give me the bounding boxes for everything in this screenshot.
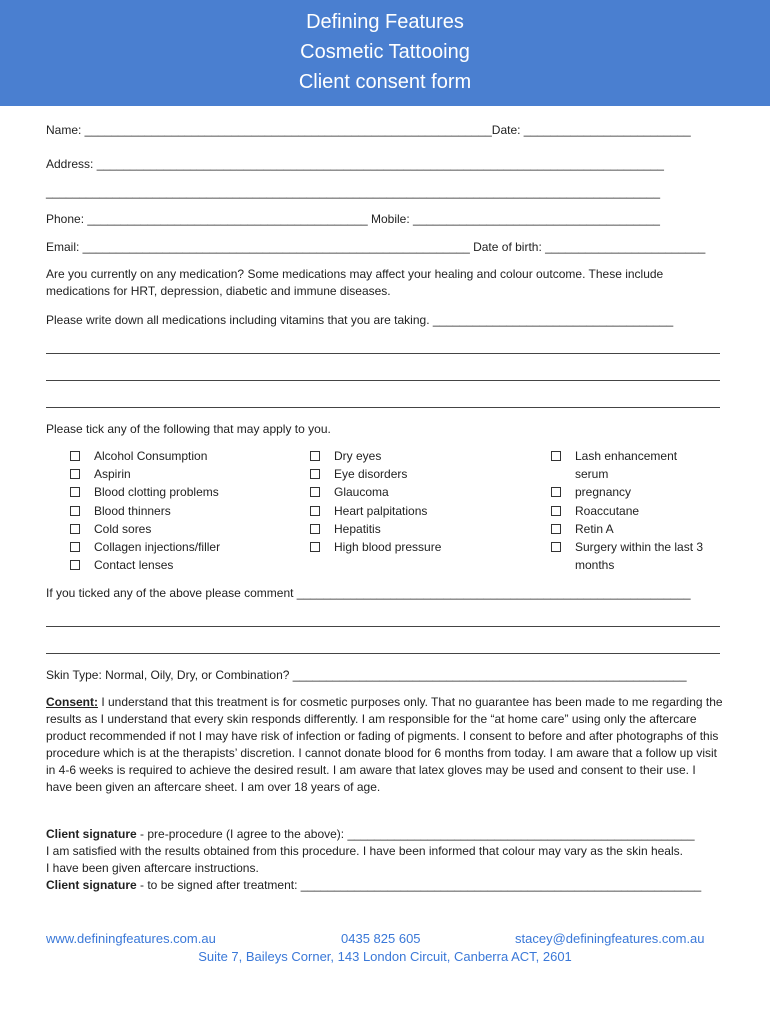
checkbox-item[interactable]: Glaucoma [286,483,526,501]
checkbox-item[interactable]: Eye disorders [286,465,526,483]
medication-question: Are you currently on any medication? Some medications may affect your healing and colour outcome. These include medications for HRT, depression, diabetic and immune diseases. [46,267,664,298]
address-field-line-2[interactable]: ____________________________________________________________________________________________ [46,185,660,199]
medications-blank-line[interactable] [46,407,720,408]
checkbox-item[interactable]: Aspirin [46,465,286,483]
checkbox-item[interactable]: High blood pressure [286,538,526,556]
checkbox[interactable] [551,542,561,552]
post-treatment-signature[interactable]: Client signature - to be signed after treatment: ____________________________________________________________ [46,878,702,892]
footer-phone[interactable]: 0435 825 605 [341,931,421,946]
checkbox-item[interactable]: Dry eyes [286,447,526,465]
checkbox[interactable] [70,542,80,552]
checkbox[interactable] [70,560,80,570]
checkbox-item[interactable]: Lash enhancement serum [527,447,727,483]
checkbox[interactable] [310,469,320,479]
consent-label: Consent: [46,695,98,709]
phone-mobile-field[interactable]: Phone: __________________________________________ Mobile: _____________________________________ [46,212,660,226]
header-business-name: Defining Features [306,11,464,33]
medications-blank-line[interactable] [46,380,720,381]
checkbox-item[interactable]: Blood thinners [46,502,286,520]
comment-blank-line[interactable] [46,653,720,654]
checkbox-item[interactable]: Roaccutane [527,502,727,520]
comment-blank-line[interactable] [46,626,720,627]
checkbox-item[interactable]: Cold sores [46,520,286,538]
condition-checklist-col-3 [527,447,727,574]
checkbox[interactable] [551,487,561,497]
condition-checklist-col-2 [286,447,526,556]
checkbox[interactable] [70,451,80,461]
header-service: Cosmetic Tattooing [300,41,470,63]
footer-website[interactable]: www.definingfeatures.com.au [46,931,216,946]
checkbox-item[interactable]: Heart palpitations [286,502,526,520]
checkbox[interactable] [551,524,561,534]
checkbox-item[interactable]: Hepatitis [286,520,526,538]
checkbox[interactable] [310,487,320,497]
checkbox[interactable] [70,487,80,497]
aftercare-statement: I have been given aftercare instructions. [46,861,259,875]
medications-field[interactable]: Please write down all medications including vitamins that you are taking. ____________________________________ [46,313,674,327]
checkbox-item[interactable]: Blood clotting problems [46,483,286,501]
checkbox-item[interactable]: Surgery within the last 3 months [527,538,727,574]
email-dob-field[interactable]: Email: __________________________________________________________ Date of birth: ________________________ [46,240,706,254]
satisfied-statement: I am satisfied with the results obtained from this procedure. I have been informed that colour may vary as the skin heals. [46,844,683,858]
checkbox[interactable] [70,524,80,534]
footer-email[interactable]: stacey@definingfeatures.com.au [515,931,705,946]
consent-statement [46,694,724,796]
comment-field[interactable]: If you ticked any of the above please comment ___________________________________________________________ [46,586,691,600]
footer-address: Suite 7, Baileys Corner, 143 London Circuit, Canberra ACT, 2601 [198,949,572,964]
checkbox-item[interactable]: pregnancy [527,483,727,501]
header-form-title: Client consent form [298,71,472,93]
skin-type-field[interactable]: Skin Type: Normal, Oily, Dry, or Combination? ___________________________________________________________ [46,668,687,682]
checkbox[interactable] [310,542,320,552]
checkbox[interactable] [310,506,320,516]
signature-section [46,826,724,894]
consent-text: I understand that this treatment is for cosmetic purposes only. That no guarantee has been made to me regarding the results as I understand that every skin responds differently. I am responsible for the “at home care” using only the aftercare product recommended if not I may have risk of infection or fading of pigments. I consent to before and after photographs of this procedure which is at the therapists’ discretion. I cannot donate blood for 6 months from today. I am aware that a follow up visit in 4-6 weeks is required to achieve the desired result. I am aware that latex gloves may be used and consent to their use. I have been given an aftercare sheet. I am over 18 years of age. [46,695,723,794]
tick-intro: Please tick any of the following that may apply to you. [46,422,331,436]
form-header [0,0,770,106]
checkbox[interactable] [70,506,80,516]
checkbox-item[interactable]: Retin A [527,520,727,538]
condition-checklist-col-1 [46,447,286,574]
checkbox-item[interactable]: Collagen injections/filler [46,538,286,556]
checkbox[interactable] [551,451,561,461]
checkbox-item[interactable]: Alcohol Consumption [46,447,286,465]
address-field[interactable]: Address: _____________________________________________________________________________________ [46,157,664,171]
checkbox-item[interactable]: Contact lenses [46,556,286,574]
checkbox[interactable] [551,506,561,516]
pre-procedure-signature[interactable]: Client signature - pre-procedure (I agree to the above): ____________________________________________________ [46,827,695,841]
checkbox[interactable] [70,469,80,479]
checkbox[interactable] [310,451,320,461]
checkbox[interactable] [310,524,320,534]
medications-blank-line[interactable] [46,353,720,354]
name-date-field[interactable]: Name: _____________________________________________________________Date: _________________________ [46,123,691,137]
